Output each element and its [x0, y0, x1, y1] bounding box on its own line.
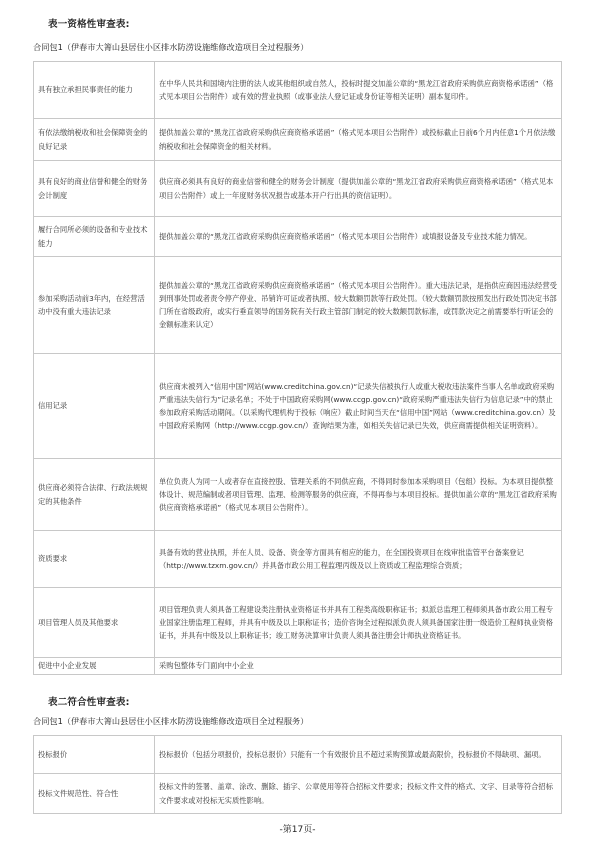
criterion-name: 履行合同所必须的设备和专业技术能力	[34, 217, 155, 257]
table-row	[34, 119, 562, 161]
table-row	[34, 774, 562, 814]
criterion-requirement: 投标文件的签署、盖章、涂改、删除、插字、公章使用等符合招标文件要求；投标文件文件的格式、文字、目录等符合招标文件要求或对投标无实质性影响。	[155, 774, 562, 814]
table-row	[34, 62, 562, 119]
table-row	[34, 736, 562, 774]
section1-title: 表一资格性审查表:	[48, 19, 130, 30]
table-row	[34, 459, 562, 531]
criterion-name: 促进中小企业发展	[34, 658, 155, 675]
criterion-name: 具有良好的商业信誉和健全的财务会计制度	[34, 161, 155, 217]
conformity-table	[33, 735, 562, 814]
criterion-requirement: 具备有效的营业执照，并在人员、设备、资金等方面具有相应的能力，在全国投资项目在线审批监管平台备案登记（http://www.tzxm.gov.cn/）并具备市政公用工程监理丙级及以上资质或工程监理综合资质；	[155, 531, 562, 588]
criterion-name: 项目管理人员及其他要求	[34, 588, 155, 658]
table-row	[34, 257, 562, 354]
criterion-requirement: 提供加盖公章的“黑龙江省政府采购供应商资格承诺函”（格式见本项目公告附件）。重大违法记录，是指供应商因违法经营受到刑事处罚或者责令停产停业、吊销许可证或者执照、较大数额罚款等行政处罚。（较大数额罚款按照发出行政处罚决定书部门所在省级政府，或实行垂直领导的国务院有关行政主管部门制定的较大数额罚款标准，或罚款决定之前需要举行听证会的金额标准来认定）	[155, 257, 562, 354]
table-row	[34, 217, 562, 257]
table-row	[34, 531, 562, 588]
table-row	[34, 658, 562, 675]
criterion-requirement: 在中华人民共和国境内注册的法人或其他组织或自然人，投标时提交加盖公章的“黑龙江省政府采购供应商资格承诺函”（格式见本项目公告附件）或有效的营业执照（或事业法人登记证或身份证等相关证明）副本复印件。	[155, 62, 562, 119]
section1-package: 合同包1（伊春市大箐山县居住小区排水防涝设施维修改造项目全过程服务）	[33, 42, 309, 52]
criterion-requirement: 投标报价（包括分项报价，投标总报价）只能有一个有效报价且不超过采购预算或最高限价，投标报价不得缺项、漏项。	[155, 736, 562, 774]
criterion-name: 供应商必须符合法律、行政法规规定的其他条件	[34, 459, 155, 531]
criterion-requirement: 项目管理负责人须具备工程建设类注册执业资格证书并具有工程类高级职称证书；拟派总监理工程师须具备市政公用工程专业国家注册监理工程师，并具有中级及以上职称证书；造价咨询全过程拟派负责人须具备国家注册一级造价工程师执业资格证书，并具有中级及以上职称证书；竣工财务决算审计负责人须具备注册会计师执业资格证书。	[155, 588, 562, 658]
criterion-name: 资质要求	[34, 531, 155, 588]
page-number: -第17页-	[279, 825, 316, 835]
criterion-name: 信用记录	[34, 354, 155, 459]
criterion-requirement: 采购包整体专门面向中小企业	[155, 658, 562, 675]
criterion-requirement: 提供加盖公章的“黑龙江省政府采购供应商资格承诺函”（格式见本项目公告附件）或投标截止日前6个月内任意1个月依法缴纳税收和社会保障资金的相关材料。	[155, 119, 562, 161]
criterion-requirement: 供应商未被列入“信用中国”网站(www.creditchina.gov.cn)“记录失信被执行人或重大税收违法案件当事人名单或政府采购严重违法失信行为”记录名单；不处于中国政府采购网(www.ccgp.gov.cn)“政府采购严重违法失信行为信息记录”中的禁止参加政府采购活动期间。（以采购代理机构于投标（响应）截止时间当天在“信用中国”网站（www.creditchina.gov.cn）及中国政府采购网（http://www.ccgp.gov.cn/）查询结果为准，如相关失信记录已失效，供应商需提供相关证明资料）。	[155, 354, 562, 459]
criterion-requirement: 单位负责人为同一人或者存在直接控股、管理关系的不同供应商，不得同时参加本采购项目（包组）投标。为本项目提供整体设计、规范编制或者项目管理、监理、检测等服务的供应商，不得再参与本项目投标。提供加盖公章的“黑龙江省政府采购供应商资格承诺函”（格式见本项目公告附件）。	[155, 459, 562, 531]
section2-package: 合同包1（伊春市大箐山县居住小区排水防涝设施维修改造项目全过程服务）	[33, 716, 309, 726]
criterion-name: 投标文件规范性、符合性	[34, 774, 155, 814]
section2-title: 表二符合性审查表:	[48, 697, 130, 708]
criterion-name: 具有独立承担民事责任的能力	[34, 62, 155, 119]
table-row	[34, 161, 562, 217]
criterion-requirement: 供应商必须具有良好的商业信誉和健全的财务会计制度（提供加盖公章的“黑龙江省政府采购供应商资格承诺函”（格式见本项目公告附件）或上一年度财务状况报告或基本开户行出具的资信证明）。	[155, 161, 562, 217]
criterion-name: 参加采购活动前3年内，在经营活动中没有重大违法记录	[34, 257, 155, 354]
qualification-table	[33, 61, 562, 675]
criterion-name: 投标报价	[34, 736, 155, 774]
table-row	[34, 588, 562, 658]
table-row	[34, 354, 562, 459]
criterion-requirement: 提供加盖公章的“黑龙江省政府采购供应商资格承诺函”（格式见本项目公告附件）或填报设备及专业技术能力情况。	[155, 217, 562, 257]
criterion-name: 有依法缴纳税收和社会保障资金的良好记录	[34, 119, 155, 161]
